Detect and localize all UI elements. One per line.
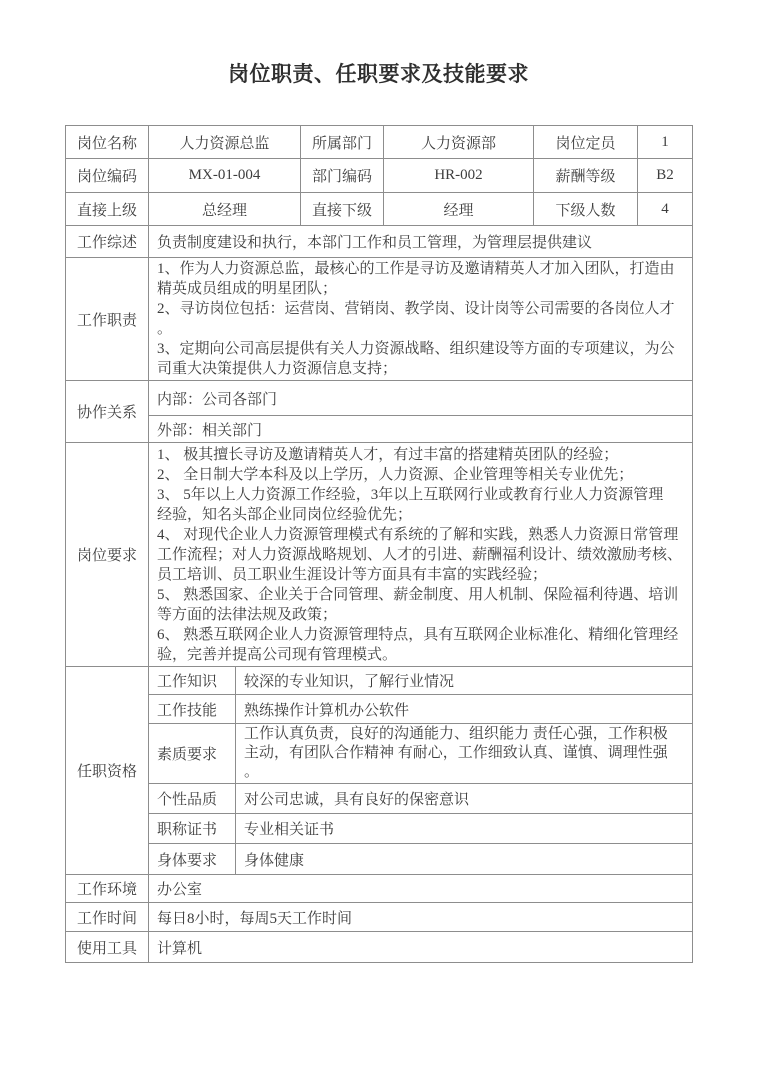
qualification-label-knowledge: 工作知识 <box>149 667 236 695</box>
table-row <box>66 443 693 667</box>
table-row <box>66 814 693 844</box>
qualification-text-personality: 对公司忠诚，具有良好的保密意识 <box>236 784 693 814</box>
table-row <box>66 932 693 963</box>
qualification-label-skill: 工作技能 <box>149 695 236 724</box>
page-title: 岗位职责、任职要求及技能要求 <box>228 62 529 86</box>
table-row <box>66 258 693 381</box>
field-label-subordinate: 直接下级 <box>301 193 384 226</box>
qualification-text-skill: 熟练操作计算机办公软件 <box>236 695 693 724</box>
qualification-text-certificate: 专业相关证书 <box>236 814 693 844</box>
table-row <box>66 875 693 903</box>
table-row <box>66 724 693 784</box>
table-row <box>66 695 693 724</box>
collaboration-internal: 内部：公司各部门 <box>149 381 693 416</box>
field-label-superior: 直接上级 <box>66 193 149 226</box>
field-label-department-code: 部门编码 <box>301 159 384 193</box>
table-row <box>66 159 693 193</box>
field-label-position-name: 岗位名称 <box>66 126 149 159</box>
section-label-qualifications: 任职资格 <box>66 667 149 875</box>
job-description-table <box>65 125 693 963</box>
section-label-hours: 工作时间 <box>66 903 149 932</box>
section-label-tools: 使用工具 <box>66 932 149 963</box>
section-text-duties: 1、作为人力资源总监，最核心的工作是寻访及邀请精英人才加入团队，打造由 精英成员组成的明星团队； 2、寻访岗位包括：运营岗、营销岗、教学岗、设计岗等公司需要的各岗位人才 。 3、定期向公司高层提供有关人力资源战略、组织建设等方面的专项建议，为公 司重大决策提供人力资源信息支持； <box>149 258 693 381</box>
field-value-salary-grade: B2 <box>638 159 693 193</box>
table-row <box>66 784 693 814</box>
field-value-position-code: MX-01-004 <box>149 159 301 193</box>
table-row <box>66 416 693 443</box>
table-row <box>66 844 693 875</box>
table-row <box>66 381 693 416</box>
qualification-label-quality: 素质要求 <box>149 724 236 784</box>
qualification-text-knowledge: 较深的专业知识，了解行业情况 <box>236 667 693 695</box>
field-value-department-code: HR-002 <box>384 159 534 193</box>
section-text-tools: 计算机 <box>149 932 693 963</box>
table-row <box>66 126 693 159</box>
table-row <box>66 667 693 695</box>
section-text-work-summary: 负责制度建设和执行，本部门工作和员工管理，为管理层提供建议 <box>149 226 693 258</box>
qualification-text-physical: 身体健康 <box>236 844 693 875</box>
section-text-environment: 办公室 <box>149 875 693 903</box>
section-label-duties: 工作职责 <box>66 258 149 381</box>
section-label-requirements: 岗位要求 <box>66 443 149 667</box>
field-label-subordinate-count: 下级人数 <box>534 193 638 226</box>
table-row <box>66 193 693 226</box>
field-value-subordinate: 经理 <box>384 193 534 226</box>
section-text-hours: 每日8小时，每周5天工作时间 <box>149 903 693 932</box>
field-label-position-code: 岗位编码 <box>66 159 149 193</box>
collaboration-external: 外部：相关部门 <box>149 416 693 443</box>
field-value-department: 人力资源部 <box>384 126 534 159</box>
table-row <box>66 226 693 258</box>
field-value-subordinate-count: 4 <box>638 193 693 226</box>
qualification-label-certificate: 职称证书 <box>149 814 236 844</box>
section-label-collaboration: 协作关系 <box>66 381 149 443</box>
qualification-label-physical: 身体要求 <box>149 844 236 875</box>
field-label-salary-grade: 薪酬等级 <box>534 159 638 193</box>
field-label-department: 所属部门 <box>301 126 384 159</box>
field-label-headcount: 岗位定员 <box>534 126 638 159</box>
field-value-headcount: 1 <box>638 126 693 159</box>
section-label-environment: 工作环境 <box>66 875 149 903</box>
qualification-label-personality: 个性品质 <box>149 784 236 814</box>
field-value-superior: 总经理 <box>149 193 301 226</box>
section-text-requirements: 1、 极其擅长寻访及邀请精英人才，有过丰富的搭建精英团队的经验； 2、 全日制大学本科及以上学历，人力资源、企业管理等相关专业优先； 3、 5年以上人力资源工作经验，3年以上互联网行业或教育行业人力资源管理 经验，知名头部企业同岗位经验优先； 4、 对现代企业人力资源管理模式有系统的了解和实践，熟悉人力资源日常管理 工作流程；对人力资源战略规划、人才的引进、薪酬福利设计、绩效激励考核、 员工培训、员工职业生涯设计等方面具有丰富的实践经验； 5、 熟悉国家、企业关于合同管理、薪金制度、用人机制、保险福利待遇、培训 等方面的法律法规及政策； 6、 熟悉互联网企业人力资源管理特点，具有互联网企业标准化、精细化管理经 验，完善并提高公司现有管理模式。 <box>149 443 693 667</box>
table-row <box>66 903 693 932</box>
qualification-text-quality: 工作认真负责，良好的沟通能力、组织能力 责任心强，工作积极 主动，有团队合作精神 有耐心，工作细致认真、谨慎、调理性强 。 <box>236 724 693 784</box>
section-label-work-summary: 工作综述 <box>66 226 149 258</box>
field-value-position-name: 人力资源总监 <box>149 126 301 159</box>
